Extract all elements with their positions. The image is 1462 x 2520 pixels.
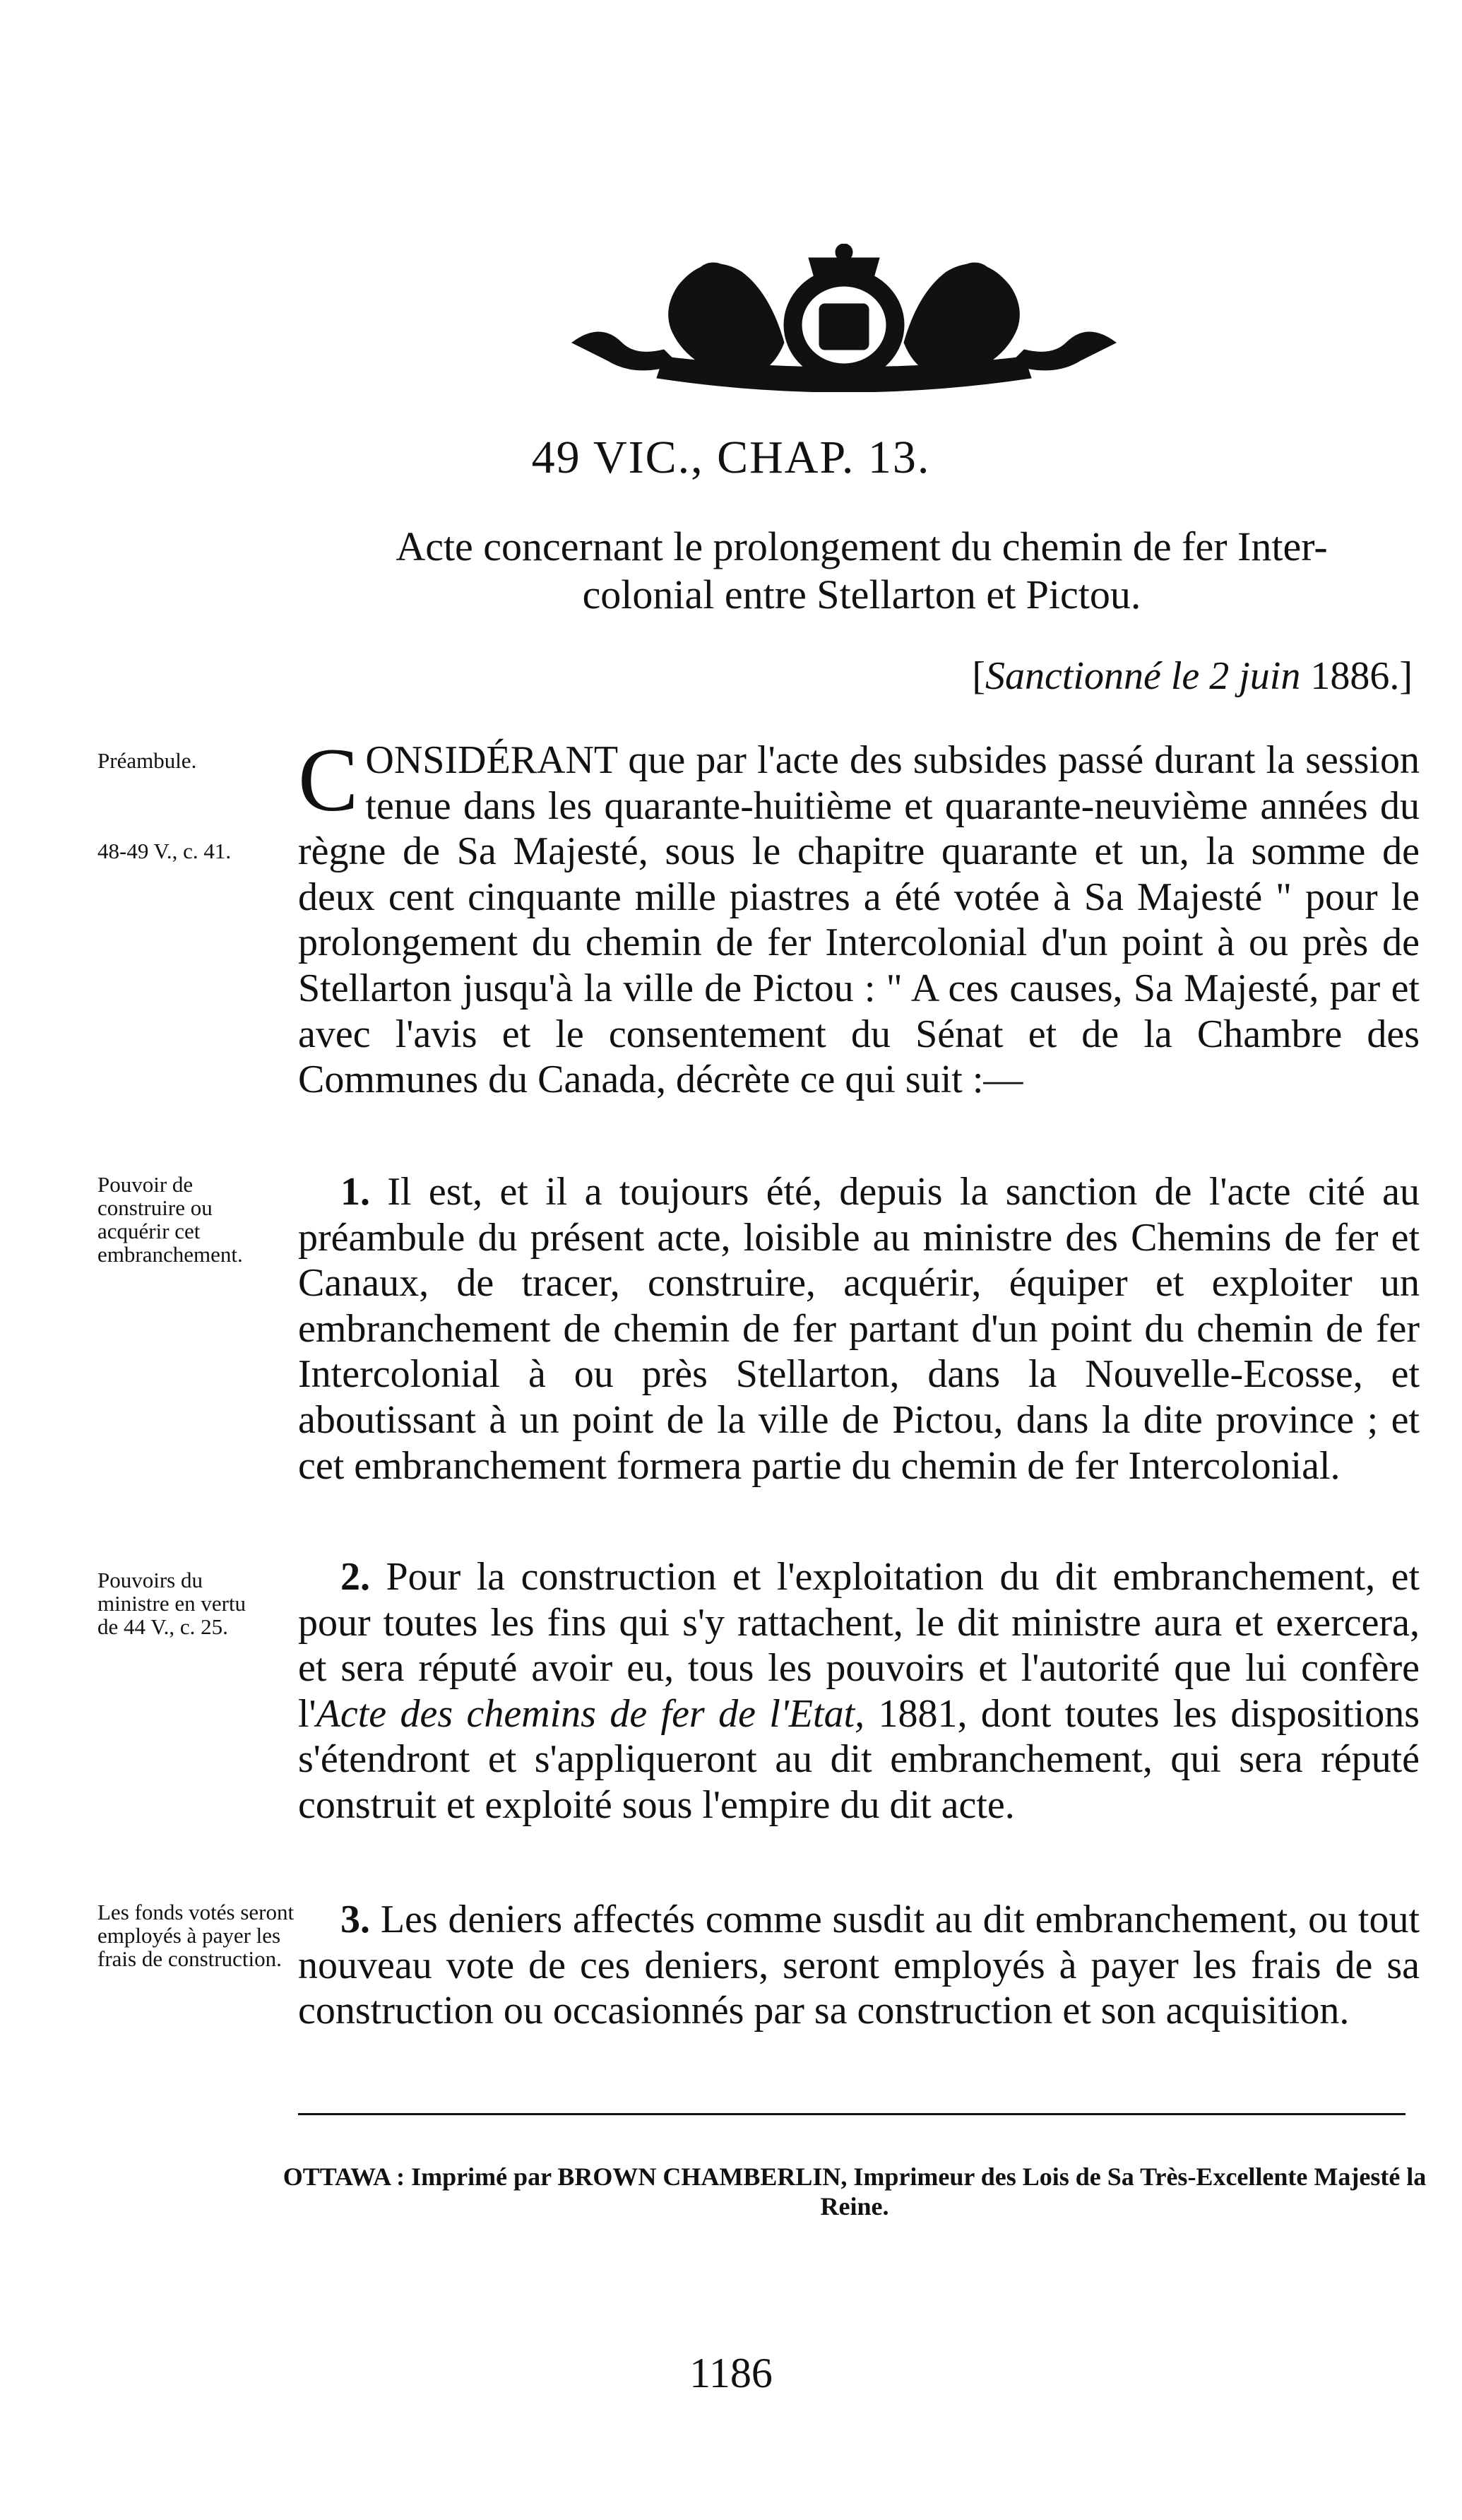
chapter-title: 49 VIC., CHAP. 13. — [531, 432, 931, 483]
page-number: 1186 — [689, 2350, 773, 2396]
section-3-number: 3. — [340, 1898, 370, 1941]
sanction-date — [972, 653, 1413, 699]
margin-note-section-2: Pouvoirs du ministre en vertu de 44 V., c. 25. — [97, 1568, 246, 1639]
drop-cap: C — [298, 730, 359, 830]
section-3-text: Les deniers affectés comme susdit au dit embranchement, ou tout nouveau vote de ces deniers, seront employés à payer les frais de sa construction ou occasionnés par sa construction et son acquisition. — [298, 1898, 1420, 2033]
sanction-year: 1886.] — [1310, 654, 1413, 698]
margin-note-section-3: Les fonds votés seront employés à payer les frais de construction. — [97, 1900, 295, 1971]
footer-divider — [298, 2113, 1405, 2115]
margin-note-preamble: Préambule. — [97, 748, 197, 773]
margin-note-section-1: Pouvoir de construire ou acquérir cet embranchement. — [97, 1172, 243, 1267]
section-3-paragraph — [298, 1897, 1420, 2034]
act-title — [297, 523, 1427, 619]
sanction-italic: Sanctionné le 2 juin — [985, 654, 1301, 698]
act-title-line-1: Acte concernant le prolongement du chemin de fer Inter- — [396, 523, 1328, 569]
act-title-line-2: colonial entre Stellarton et Pictou. — [582, 572, 1141, 617]
section-1-number: 1. — [340, 1170, 370, 1214]
sanction-bracket: [ — [972, 654, 985, 698]
section-2-text-after: 1881, dont toutes les dispositions s'étendront et s'appliqueront au dit embranchement, qui sera réputé construit et exploité sous l'empire du dit acte. — [298, 1691, 1420, 1827]
section-2-text-before: Pour la construction et l'exploitation du dit embranchement, et pour toutes les fins qui s'y rattachent, le dit ministre aura et exercera, et sera réputé avoir eu, tous les pouvoirs et l'autorité que lui confère l' — [298, 1555, 1420, 1736]
section-1-text: Il est, et il a toujours été, depuis la sanction de l'acte cité au préambule du présent acte, loisible au ministre des Chemins de fer et Canaux, de tracer, construire, acquérir, équiper et exploiter un embranchement de chemin de fer partant d'un point du chemin de fer Intercolonial à ou près Stellarton, dans la Nouvelle-Ecosse, et aboutissant à un point de la ville de Pictou, dans la dite province ; et cet embranchement formera partie du chemin de fer Intercolonial. — [298, 1170, 1420, 1488]
imprint: OTTAWA : Imprimé par BROWN CHAMBERLIN, Imprimeur des Lois de Sa Très-Excellente Majesté la Reine. — [283, 2163, 1427, 2220]
preamble-text: ONSIDÉRANT que par l'acte des subsides passé durant la session tenue dans les quarante-huitième et quarante-neuvième années du règne de Sa Majesté, sous le chapitre quarante et un, la somme de deux cent cinquante mille piastres a été votée à Sa Majesté " pour le prolongement du chemin de fer Intercolonial d'un point à ou près de Stellarton jusqu'à la ville de Pictou : " A ces causes, Sa Majesté, par et avec l'avis et le consentement du Sénat et de la Chambre des Communes du Canada, décrète ce qui suit :— — [298, 738, 1420, 1102]
royal-crest-emblem — [565, 244, 1123, 392]
section-2-number: 2. — [340, 1555, 370, 1599]
section-2-act-name: Acte des chemins de fer de l'Etat, — [316, 1691, 865, 1736]
section-1-paragraph — [298, 1169, 1420, 1489]
section-2-paragraph — [298, 1554, 1420, 1828]
margin-note-preamble-ref: 48-49 V., c. 41. — [97, 839, 232, 863]
preamble-paragraph — [298, 730, 1420, 1103]
